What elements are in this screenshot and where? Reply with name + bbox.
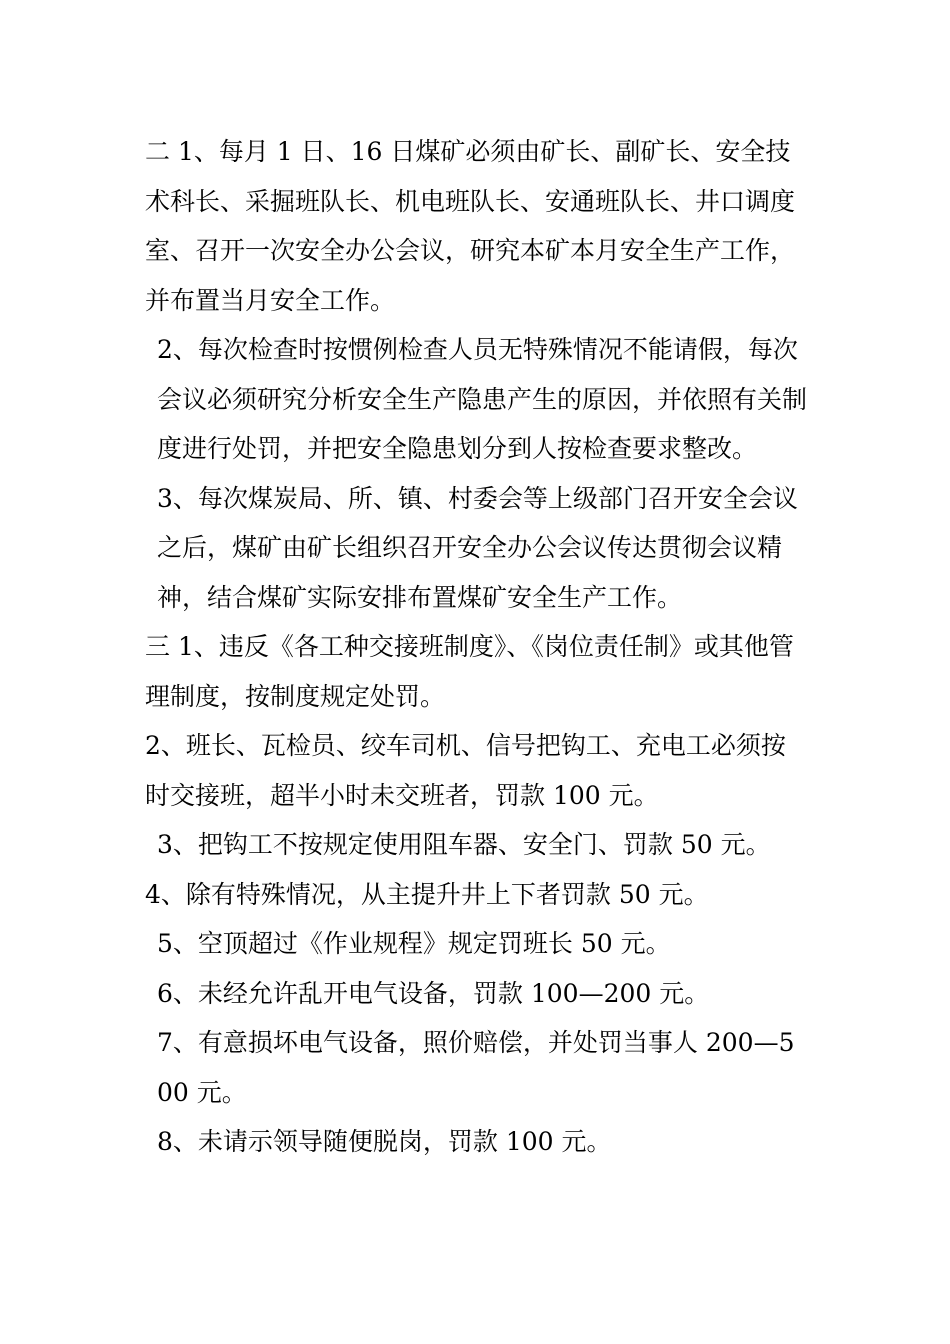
paragraph-3-2: 2、班长、瓦检员、绞车司机、信号把钩工、充电工必须按时交接班，超半小时未交班者，罚款 100 元。 xyxy=(145,731,786,810)
paragraph-2-1: 二 1、每月 1 日、16 日煤矿必须由矿长、副矿长、安全技术科长、采掘班队长、机电班队长、安通班队长、井口调度室、召开一次安全办公会议，研究本矿本月安全生产工作，并布置当月安全工作。 xyxy=(145,137,796,315)
paragraph-3-8: 8、未请示领导随便脱岗，罚款 100 元。 xyxy=(157,1127,612,1156)
paragraph-3-1: 三 1、违反《各工种交接班制度》、《岗位责任制》或其他管理制度，按制度规定处罚。 xyxy=(145,632,794,711)
document-body xyxy=(145,127,810,1167)
paragraph-3-4: 4、除有特殊情况，从主提升井上下者罚款 50 元。 xyxy=(145,879,709,909)
paragraph-3-5: 5、空顶超过《作业规程》规定罚班长 50 元。 xyxy=(157,929,671,958)
paragraph-3-6: 6、未经允许乱开电气设备，罚款 100—200 元。 xyxy=(157,978,710,1008)
paragraph-2-2: 2、每次检查时按惯例检查人员无特殊情况不能请假，每次会议必须研究分析安全生产隐患产生的原因，并依照有关制度进行处罚，并把安全隐患划分到人按检查要求整改。 xyxy=(157,335,808,463)
paragraph-3-7: 7、有意损坏电气设备，照价赔偿，并处罚当事人 200—500 元。 xyxy=(157,1028,795,1107)
paragraph-2-3: 3、每次煤炭局、所、镇、村委会等上级部门召开安全会议之后，煤矿由矿长组织召开安全办公会议传达贯彻会议精神，结合煤矿实际安排布置煤矿安全生产工作。 xyxy=(157,483,798,612)
paragraph-3-3: 3、把钩工不按规定使用阻车器、安全门、罚款 50 元。 xyxy=(157,830,771,859)
